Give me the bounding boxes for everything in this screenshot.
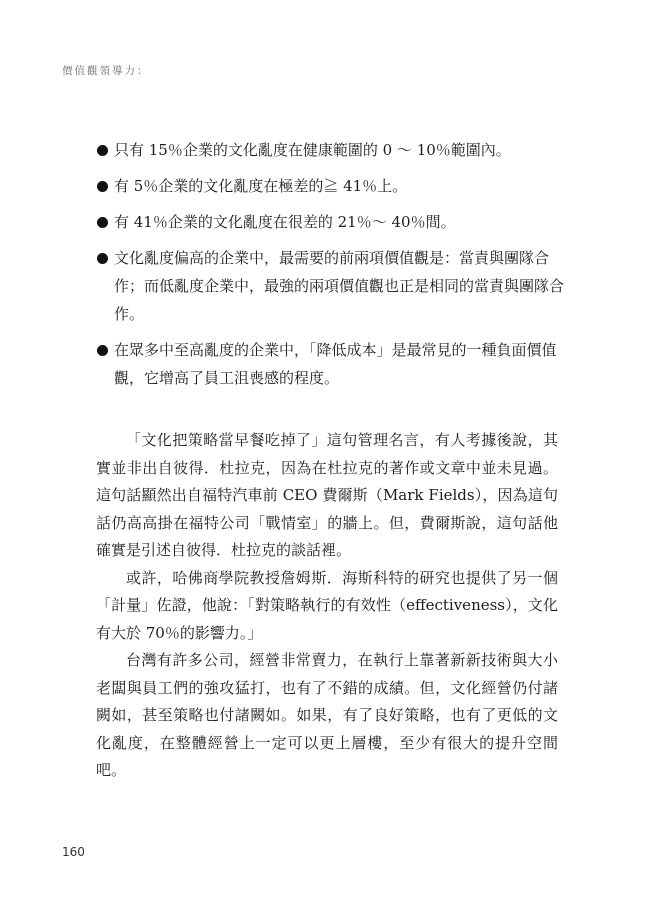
paragraph: 「文化把策略當早餐吃掉了」這句管理名言，有人考據後說，其實並非出自彼得．杜拉克，因為在杜拉克的著作或文章中並未見過。這句話顯然出自福特汽車前 CEO 費爾斯（Mark Fields），因為這句話仍高高掛在福特公司「戰情室」的牆上。但，費爾斯說，這句話他確實是引述自彼得．杜拉克的談話裡。 [96, 431, 558, 559]
bullet-dot-icon [97, 217, 108, 228]
bullet-dot-icon [97, 145, 108, 156]
paragraph: 或許，哈佛商學院教授詹姆斯．海斯科特的研究也提供了另一個「計量」佐證，他說：「對策略執行的有效性（effectiveness），文化有大於 70％的影響力。」 [96, 568, 558, 642]
bullet-text: 只有 15％企業的文化亂度在健康範圍的 0 ～ 10％範圍內。 [114, 141, 511, 159]
bullet-text: 有 5％企業的文化亂度在極差的≧ 41％上。 [114, 177, 408, 195]
bullet-item [98, 172, 568, 200]
bullet-text: 有 41％企業的文化亂度在很差的 21％～ 40％間。 [114, 213, 456, 231]
bullet-text: 文化亂度偏高的企業中，最需要的前兩項價值觀是：當責與團隊合作；而低亂度企業中，最強的兩項價值觀也正是相同的當責與團隊合作。 [114, 249, 565, 323]
bullet-dot-icon [97, 345, 108, 356]
paragraph: 台灣有許多公司，經營非常賣力，在執行上靠著新新技術與大小老闆與員工們的強攻猛打，也有了不錯的成績。但，文化經營仍付諸闕如，甚至策略也付諸闕如。如果，有了良好策略，也有了更低的文化亂度，在整體經營上一定可以更上層樓，至少有很大的提升空間吧。 [96, 651, 558, 779]
running-head: 價值觀領導力： [62, 65, 150, 77]
bullet-text: 在眾多中至高亂度的企業中，「降低成本」是最常見的一種負面價值觀，它增高了員工沮喪感的程度。 [114, 341, 557, 387]
bullet-list [98, 136, 568, 400]
page-number: 160 [62, 845, 85, 859]
bullet-item [98, 208, 568, 236]
bullet-dot-icon [97, 253, 108, 264]
body-text [96, 427, 558, 785]
bullet-item [98, 136, 568, 164]
bullet-dot-icon [97, 181, 108, 192]
bullet-item [98, 244, 568, 328]
bullet-item [98, 336, 568, 392]
